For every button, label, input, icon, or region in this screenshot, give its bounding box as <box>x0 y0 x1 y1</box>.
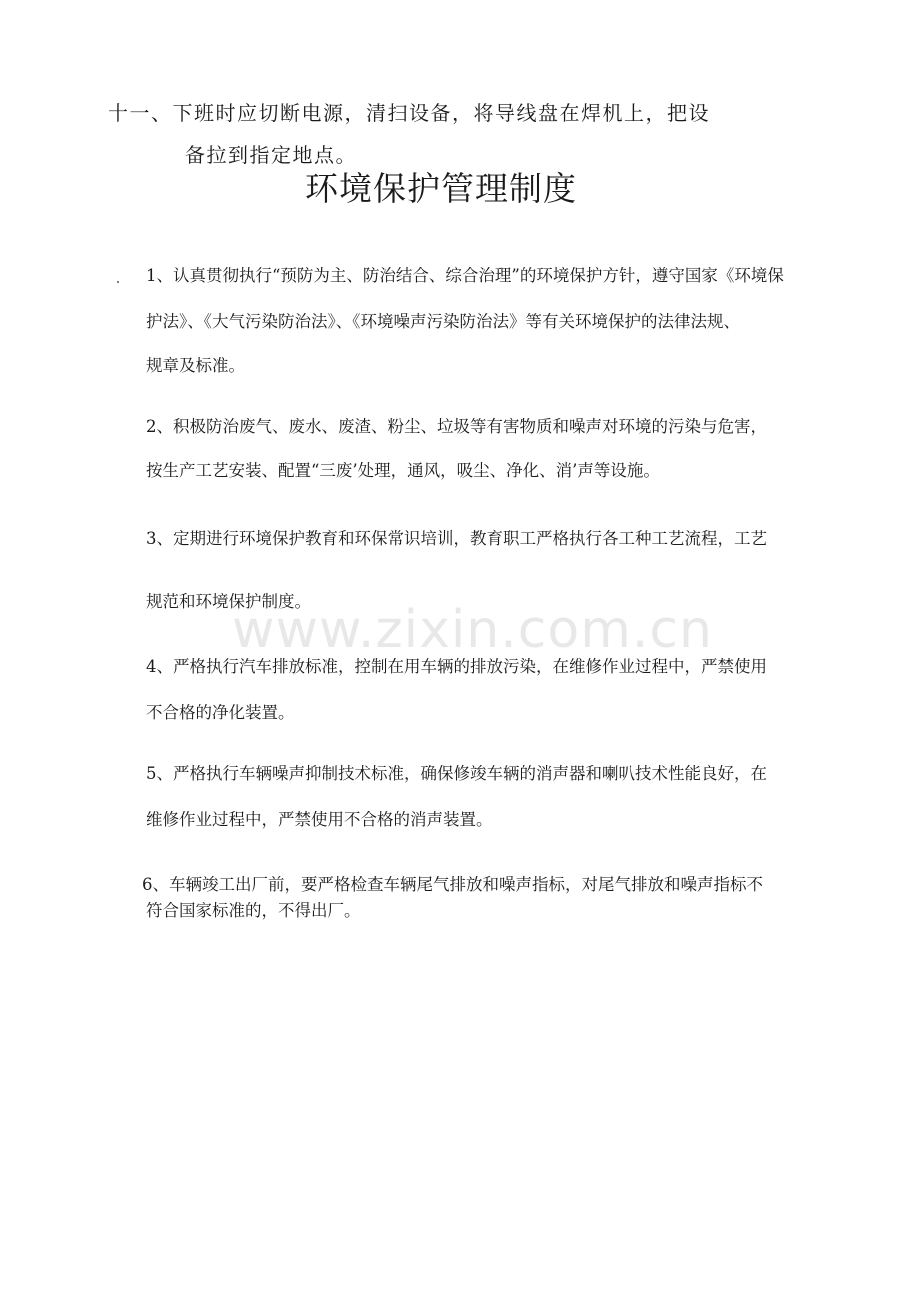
paragraph-line: 护法》、《大气污染防治法》、《环境噪声污染防治法》等有关环境保护的法律法规、 <box>146 312 740 331</box>
paragraph-line: 规章及标准。 <box>146 356 245 375</box>
paragraph-line: 2、积极防治废气、废水、废渣、粉尘、垃圾等有害物质和噪声对环境的污染与危害， <box>146 417 767 436</box>
previous-item-line-1: 十一、下班时应切断电源，清扫设备，将导线盘在焊机上，把设 <box>108 101 710 125</box>
stray-dot-mark <box>117 281 119 283</box>
paragraph-line: 6、车辆竣工出厂前，要严格检查车辆尾气排放和噪声指标，对尾气排放和噪声指标不 <box>142 875 763 894</box>
paragraph-line: 符合国家标准的，不得出厂。 <box>146 901 361 920</box>
document-title: 环境保护管理制度 <box>305 169 577 208</box>
paragraph-line: 规范和环境保护制度。 <box>146 592 311 611</box>
paragraph-line: 按生产工艺安装、配置“三废’处理，通风，吸尘、净化、消’声等设施。 <box>146 461 660 480</box>
paragraph-line: 维修作业过程中，严禁使用不合格的消声装置。 <box>146 810 493 829</box>
watermark: www.zixin.com.cn <box>232 600 713 660</box>
previous-item-line-2: 备拉到指定地点。 <box>185 143 357 167</box>
paragraph-line: 5、严格执行车辆噪声抑制技术标准，确保修竣车辆的消声器和喇叭技术性能良好，在 <box>146 764 767 783</box>
paragraph-line: 1、认真贯彻执行“预防为主、防治结合、综合治理”的环境保护方针，遵守国家《环境保 <box>146 266 784 285</box>
paragraph-line: 3、定期进行环境保护教育和环保常识培训，教育职工严格执行各工种工艺流程，工艺 <box>146 529 767 548</box>
paragraph-line: 不合格的净化装置。 <box>146 703 295 722</box>
paragraph-line: 4、严格执行汽车排放标准，控制在用车辆的排放污染，在维修作业过程中，严禁使用 <box>146 657 767 676</box>
